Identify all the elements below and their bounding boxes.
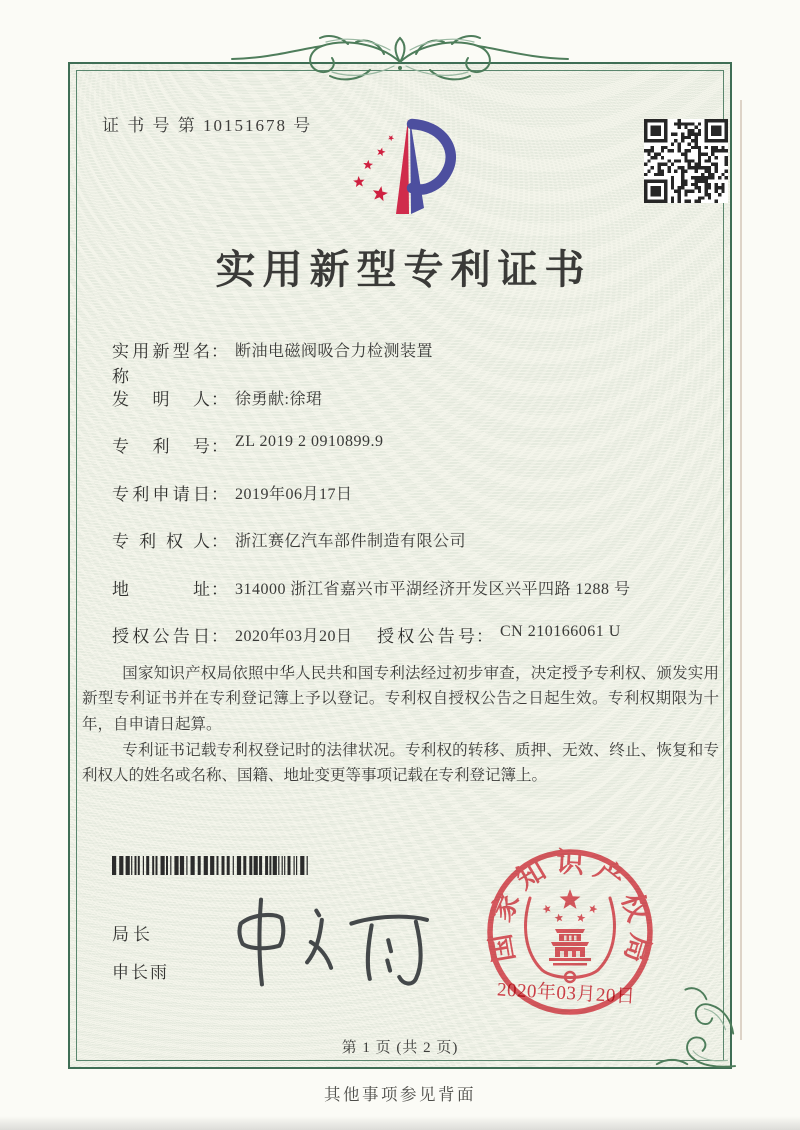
certificate-number: 证 书 号 第 10151678 号 (102, 116, 313, 135)
field-row-name (112, 337, 692, 385)
field-label: 专 利 号 (112, 437, 210, 456)
handwritten-signature (226, 894, 438, 990)
qr-code (644, 119, 728, 203)
paper-edge-shadow-bottom (0, 1116, 800, 1130)
paper-edge-shadow-right (740, 100, 742, 1040)
national-emblem (543, 889, 598, 966)
field-value: 徐勇献:徐珺 (235, 390, 323, 408)
field-colon: ： (211, 484, 228, 504)
field-colon: ： (476, 627, 493, 646)
field-value: 314000 浙江省嘉兴市平湖经济开发区兴平四路 1288 号 (235, 580, 631, 598)
field-row-patentee (112, 527, 692, 575)
field-row-address (112, 575, 692, 623)
signatory-title: 局长 (112, 925, 154, 944)
legal-paragraph-1: 国家知识产权局依照中华人民共和国专利法经过初步审查，决定授予专利权、颁发实用新型专利证书并在专利登记簿上予以登记。专利权自授权公告之日起生效。专利权期限为十年，自申请日起算。 (82, 665, 719, 733)
page-number: 第 1 页 (共 2 页) (341, 1040, 459, 1056)
field-value: 浙江赛亿汽车部件制造有限公司 (235, 533, 467, 550)
field-label: 专 利 权 人 (112, 532, 210, 551)
field-label: 地 址 (112, 579, 210, 599)
field-label: 发 明 人 (112, 389, 210, 409)
field-colon: ： (211, 342, 228, 361)
field-colon: ： (211, 532, 228, 551)
field-colon: ： (211, 389, 228, 409)
field-label: 实用新型名称 (112, 342, 210, 386)
certificate-title: 实用新型专利证书 (215, 247, 592, 292)
top-flourish-ornament (230, 32, 570, 92)
back-side-note: 其他事项参见背面 (324, 1085, 476, 1104)
field-colon: ： (211, 437, 228, 456)
cnipa-logo-icon (346, 106, 462, 224)
field-pair-grant-number (377, 622, 621, 647)
seal-date: 2020年03月20日 (496, 979, 636, 1008)
field-value: 断油电磁阀吸合力检测装置 (235, 343, 434, 360)
field-label: 授权公告日 (112, 627, 210, 646)
field-value: ZL 2019 2 0910899.9 (235, 433, 384, 450)
field-row-patent-number (112, 432, 692, 480)
field-row-inventor (112, 385, 692, 433)
certificate-fields (112, 337, 692, 670)
field-value: 2020年03月20日 (235, 628, 353, 645)
field-label: 授权公告号 (377, 627, 475, 646)
legal-text (82, 661, 719, 789)
barcode (110, 856, 314, 875)
field-value: 2019年06月17日 (235, 485, 353, 503)
seal-text: 国家知识产权局 (484, 847, 656, 974)
legal-paragraph-2: 专利证书记载专利权登记时的法律状况。专利权的转移、质押、无效、终止、恢复和专利权人的姓名或名称、国籍、地址变更等事项记载在专利登记簿上。 (82, 741, 719, 785)
signatory-block (112, 920, 169, 983)
field-row-filing-date (112, 480, 692, 528)
field-value: CN 210166061 U (500, 623, 621, 640)
field-label: 专利申请日 (112, 484, 210, 504)
field-colon: ： (211, 579, 228, 599)
signatory-name: 申长雨 (112, 963, 169, 982)
field-colon: ： (211, 627, 228, 646)
